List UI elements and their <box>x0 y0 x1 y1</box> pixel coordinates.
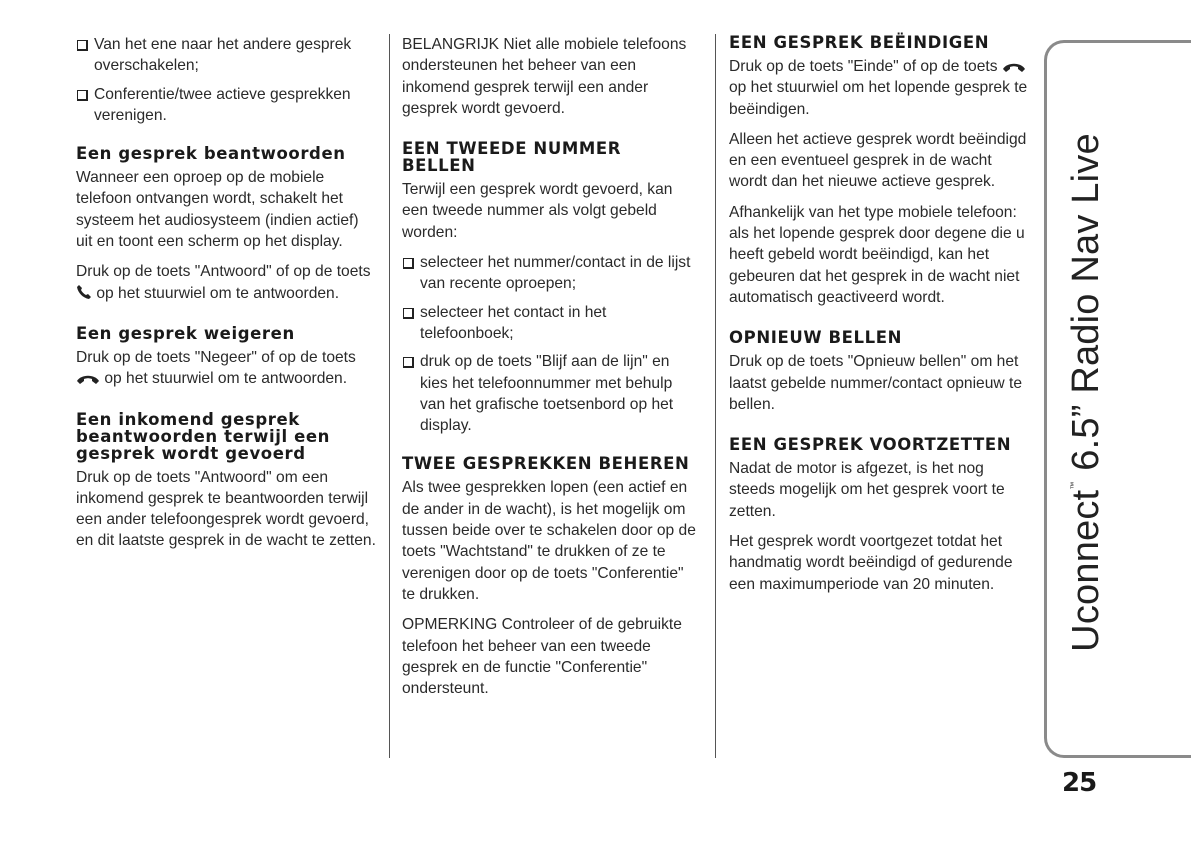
column-divider <box>389 34 390 758</box>
paragraph: Druk op de toets "Einde" of op de toets op het stuurwiel om het lopende gesprek te beëindigen. <box>729 58 1028 118</box>
checkbox-bullet-icon <box>77 90 88 101</box>
list-item: druk op de toets "Blijf aan de lijn" en kies het telefoonnummer met behulp van het grafische toetsenbord op het display. <box>402 351 698 436</box>
paragraph: Het gesprek wordt voortgezet totdat het handmatig wordt beëindigd of gedurende een maximumperiode van 20 minuten. <box>729 533 1013 593</box>
paragraph: Nadat de motor is afgezet, is het nog steeds mogelijk om het gesprek voort te zetten. <box>729 460 1005 520</box>
paragraph: Druk op de toets "Negeer" of op de toets op het stuurwiel om te antwoorden. <box>76 348 356 388</box>
section-heading-redial: OPNIEUW BELLEN <box>729 328 903 348</box>
checkbox-bullet-icon <box>403 308 414 319</box>
list-item: Conferentie/twee actieve gesprekken verenigen. <box>76 84 376 127</box>
phone-hangup-icon <box>76 373 100 385</box>
page-number: 25 <box>1062 768 1097 798</box>
list-item: selecteer het contact in het telefoonboek; <box>402 302 698 345</box>
section-heading-reject-call: Een gesprek weigeren <box>76 323 295 343</box>
section-heading-answer-call: Een gesprek beantwoorden <box>76 144 346 164</box>
column-3 <box>729 34 1029 604</box>
paragraph: Afhankelijk van het type mobiele telefoon: als het lopende gesprek door degene die u heeft gebeld wordt beëindigd, kan het gebeuren dat het gesprek in de wacht niet automatisch geactiveerd wordt. <box>729 203 1025 306</box>
paragraph: Terwijl een gesprek wordt gevoerd, kan een tweede nummer als volgt gebeld worden: <box>402 181 673 241</box>
list-item: selecteer het nummer/contact in de lijst van recente oproepen; <box>402 252 698 295</box>
column-1 <box>76 34 376 561</box>
section-heading-second-number: EEN TWEEDE NUMMER BELLEN <box>402 139 622 176</box>
checkbox-bullet-icon <box>77 40 88 51</box>
section-heading-manage-calls: TWEE GESPREKKEN BEHEREN <box>402 454 690 474</box>
checkbox-bullet-icon <box>403 357 414 368</box>
paragraph: Wanneer een oproep op de mobiele telefoon ontvangen wordt, schakelt het systeem het audiosysteem (indien actief) uit en toont een scherm op het display. <box>76 169 359 251</box>
paragraph: Druk op de toets "Opnieuw bellen" om het laatst gebelde nummer/contact opnieuw te bellen. <box>729 353 1022 413</box>
paragraph-important: BELANGRIJK Niet alle mobiele telefoons ondersteunen het beheer van een inkomend gesprek terwijl een ander gesprek wordt gevoerd. <box>402 36 687 117</box>
column-2 <box>402 34 698 708</box>
checkbox-bullet-icon <box>403 258 414 269</box>
list-item: Van het ene naar het andere gesprek overschakelen; <box>76 34 376 77</box>
paragraph: Als twee gesprekken lopen (een actief en de ander in de wacht), is het mogelijk om tussen beide over te schakelen door op de toets "Wachtstand" te drukken of ze te verenigen door op de toets "Conferentie" te drukken. <box>402 479 696 603</box>
paragraph: Druk op de toets "Antwoord" om een inkomend gesprek te beantwoorden terwijl een ander telefoongesprek wordt gevoerd, en dit laatste gesprek in de wacht te zetten. <box>76 468 376 550</box>
paragraph: Alleen het actieve gesprek wordt beëindigd en een eventueel gesprek in de wacht wordt dan het nieuwe actieve gesprek. <box>729 130 1027 191</box>
section-heading-answer-incoming-during-call: Een inkomend gesprek beantwoorden terwijl een gesprek wordt gevoerd <box>76 409 331 463</box>
section-heading-continue-call: EEN GESPREK VOORTZETTEN <box>729 435 1012 455</box>
phone-answer-icon <box>76 284 92 300</box>
paragraph-note: OPMERKING Controleer of de gebruikte telefoon het beheer van een tweede gesprek en de functie "Conferentie" ondersteunt. <box>402 616 682 698</box>
paragraph: Druk op de toets "Antwoord" of op de toets op het stuurwiel om te antwoorden. <box>76 263 371 302</box>
section-heading-end-call: EEN GESPREK BEËINDIGEN <box>729 33 990 52</box>
chapter-tab-title: Uconnect™ 6.5” Radio Nav Live <box>1064 132 1107 652</box>
column-divider <box>715 34 716 758</box>
phone-hangup-icon <box>1002 61 1026 73</box>
